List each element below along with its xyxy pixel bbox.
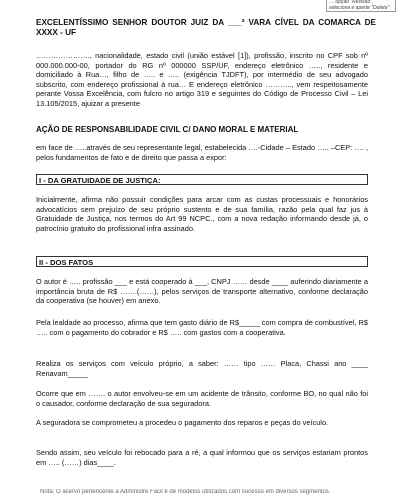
- section-heading-fatos: II - DOS FATOS: [36, 256, 368, 267]
- fatos-paragraph-1: O autor é ….. profissão ___ e está cooperado à ___, CNPJ …… desde ____ auferindo diariamente a importância bruta de R$ …….(……), pelos serviços de transporte alternativo, conforme declaração da cooperativa (se houver) em anexo.: [36, 277, 368, 306]
- court-header: EXCELENTÍSSIMO SENHOR DOUTOR JUIZ DA ___ª VARA CÍVEL DA COMARCA DE XXXX - UF: [36, 18, 376, 37]
- action-title: AÇÃO DE RESPONSABILIDADE CIVIL C/ DANO MORAL E MATERIAL: [36, 125, 299, 134]
- fatos-paragraph-3: Realiza os serviços com veículo próprio, a saber: …… tipo …… Placa, Chassi ano ____ Renavam_____: [36, 359, 368, 378]
- section-heading-gratuidade: I - DA GRATUIDADE DE JUSTIÇA:: [36, 174, 368, 185]
- gratuidade-paragraph: Inicialmente, afirma não possuir condições para arcar com as custas processuais e honorários advocatícios sem prejuízo de seu próprio sustento e de sua família, razão pela qual faz jus à Gratuidade de Justiça, nos termos do Art 99 NCPC., com a nova redação informando desde já, o patrocínio gratuito do profissional infra assinado.: [36, 195, 368, 233]
- footer-note: Nota: O acervo pertencente a Administre Fácil é de modelos utilizados com sucesso em diversos segmentos.: [40, 489, 331, 495]
- fatos-paragraph-6: Sendo assim, seu veículo foi rebocado para a ré, a qual informou que os serviços estariam prontos em ….. (……) dias____.: [36, 448, 368, 467]
- fatos-paragraph-5: A seguradora se comprometeu a procedeu o pagamento dos reparos e peças do veículo.: [36, 418, 329, 427]
- fatos-paragraph-2: Pela lealdade ao processo, afirma que tem gasto diário de R$_____ com compra de combustível, R$ ….. com o pagamento do cobrador e R$ ….. com gastos com a cooperativa.: [36, 318, 368, 337]
- fatos-paragraph-4: Ocorre que em ……. o autor envolveu-se em um acidente de trânsito, conforme BO, no qual não foi o causador, conforme declaração de sua seguradora.: [36, 389, 368, 408]
- action-body-paragraph: em face de …..através de seu representante legal, estabelecida ….-Cidade – Estado ….. –CEP: …. , pelos fundamentos de fato e de direito que passa a expor:: [36, 143, 368, 162]
- qualification-paragraph: …………………., nacionalidade, estado civil (união estável [1]), profissão, inscrito no CPF sob nº 000.000.000-00, portador do RG nº 000000 SSP/UF, endereço eletrônico ….., residente e domiciliado à Rua…, filho de ….. e ….. (exigência TJDFT), por intermédio de seu advogado subscrito, com endereço profissional à rua… E endereço eletrônico ……….., vem respeitosamente perante Vossa Excelência, com fulcro no artigo 319 e seguintes do Código de Processo Civil – Lei 13.105/2015, ajuizar a presente: [36, 51, 368, 108]
- instruction-note: … opção "Revisão", seleciona e aperte "Delete": [326, 0, 396, 12]
